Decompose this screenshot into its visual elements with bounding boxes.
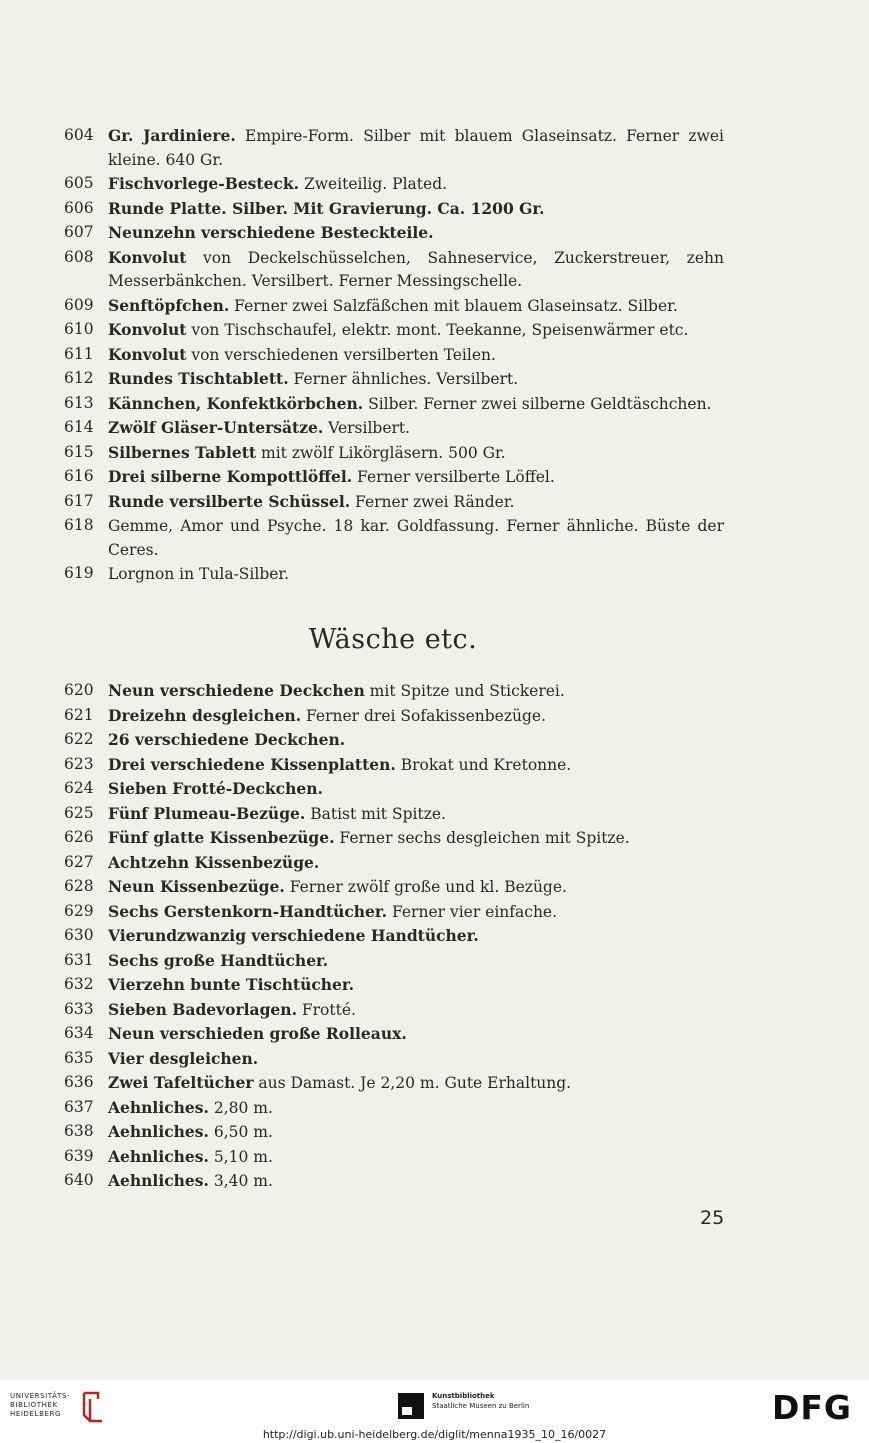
lot-details: Zweiteilig. Plated. — [299, 175, 448, 193]
lot-number: 630 — [64, 926, 94, 944]
kb-subtitle: Staatliche Museen zu Berlin — [432, 1402, 530, 1410]
catalog-entry — [64, 998, 724, 1023]
lot-title: Vier desgleichen. — [108, 1048, 259, 1068]
lot-details: aus Damast. Je 2,20 m. Gute Erhaltung. — [253, 1074, 572, 1092]
lot-title: Dreizehn desgleichen. — [108, 705, 302, 725]
lot-title: Fischvorlege-Besteck. — [108, 174, 300, 193]
lot-details: 2,80 m. — [208, 1098, 273, 1117]
lot-description — [108, 851, 724, 876]
lot-details: Brokat und Kretonne. — [395, 755, 572, 774]
lot-details: Ferner zwei Salzfäßchen mit blauem Glaseinsatz. Silber. — [229, 296, 678, 315]
catalog-entry — [64, 949, 724, 974]
lot-title: Vierundzwanzig verschiedene Handtücher. — [108, 926, 479, 945]
lot-description — [108, 973, 724, 998]
lot-details: Batist mit Spitze. — [305, 804, 446, 823]
lot-title: Neun Kissenbezüge. — [108, 877, 285, 896]
lot-number: 628 — [64, 877, 94, 895]
catalog-entry — [64, 753, 724, 778]
catalog-entry — [64, 802, 724, 827]
lot-details: Gemme, Amor und Psyche. 18 kar. Goldfassung. Ferner ähnliche. Büste der Ceres. — [108, 517, 724, 559]
lot-description — [108, 1071, 724, 1096]
lot-number: 626 — [64, 828, 94, 846]
catalog-entry — [64, 367, 724, 392]
catalog-entry — [64, 392, 724, 417]
lot-description — [108, 441, 724, 466]
lot-title: Zwei Tafeltücher — [108, 1073, 254, 1092]
lot-number: 604 — [64, 126, 94, 144]
lot-description — [108, 392, 724, 417]
lot-details: 3,40 m. — [208, 1172, 273, 1190]
catalog-entry — [64, 1047, 724, 1072]
lot-details: Empire-Form. Silber mit blauem Glaseinsatz. Ferner zwei kleine. 640 Gr. — [108, 127, 724, 169]
lot-title: Gr. Jardiniere. — [108, 126, 236, 145]
catalog-entry — [64, 900, 724, 925]
lot-title: Konvolut — [108, 320, 187, 339]
lot-title: Sechs große Handtücher. — [108, 950, 329, 970]
lot-number: 637 — [64, 1097, 94, 1116]
catalog-entry — [64, 826, 724, 851]
entry-list-linen — [64, 679, 724, 1194]
ub-heidelberg-text — [10, 1392, 70, 1419]
lot-title: Konvolut — [108, 344, 187, 364]
lot-details: Ferner zwei Ränder. — [350, 492, 515, 511]
catalog-entry — [64, 875, 724, 900]
lot-number: 611 — [64, 344, 94, 363]
section-heading: Wäsche etc. — [308, 624, 478, 655]
lot-description — [108, 728, 724, 753]
lot-title: Sieben Frotté-Deckchen. — [108, 779, 323, 798]
catalog-entry — [64, 465, 724, 490]
catalog-entry — [64, 318, 724, 343]
lot-details: mit zwölf Likörgläsern. 500 Gr. — [256, 443, 506, 462]
lot-number: 621 — [64, 705, 94, 724]
lot-details: Ferner sechs desgleichen mit Spitze. — [334, 829, 630, 847]
lot-number: 615 — [64, 442, 94, 461]
lot-number: 631 — [64, 950, 94, 969]
catalog-entry — [64, 514, 724, 562]
ub-line: HEIDELBERG — [10, 1410, 61, 1418]
lot-description — [108, 1047, 724, 1072]
lot-details: Ferner vier einfache. — [387, 902, 558, 921]
lot-description — [108, 1145, 724, 1170]
catalog-entry — [64, 124, 724, 172]
lot-number: 609 — [64, 295, 94, 314]
catalog-entry — [64, 924, 724, 949]
lot-number: 635 — [64, 1048, 94, 1067]
lot-details: von Deckelschüsselchen, Sahneservice, Zuckerstreuer, zehn Messerbänkchen. Versilbert. Ferner Messingschelle. — [108, 248, 724, 290]
lot-details: Silber. Ferner zwei silberne Geldtäschchen. — [363, 394, 712, 413]
lot-description — [108, 949, 724, 974]
lot-description — [108, 802, 724, 827]
catalog-entry — [64, 1145, 724, 1170]
lot-description — [108, 490, 724, 515]
catalog-entry — [64, 562, 724, 587]
catalog-entry — [64, 679, 724, 704]
lot-description — [108, 900, 724, 925]
lot-number: 627 — [64, 852, 94, 871]
lot-description — [108, 124, 724, 172]
lot-number: 606 — [64, 198, 94, 217]
catalog-entry — [64, 1071, 724, 1096]
lot-title: Kännchen, Konfektkörbchen. — [108, 393, 364, 413]
lot-title: Drei verschiedene Kissenplatten. — [108, 754, 396, 774]
lot-description — [108, 826, 724, 851]
lot-number: 636 — [64, 1073, 94, 1091]
lot-number: 605 — [64, 174, 94, 192]
lot-details: 6,50 m. — [208, 1123, 273, 1141]
catalog-entry — [64, 490, 724, 515]
lot-description — [108, 704, 724, 729]
lot-description — [108, 777, 724, 802]
lot-description — [108, 318, 724, 343]
lot-title: Sechs Gerstenkorn-Handtücher. — [108, 901, 388, 921]
lot-details: von Tischschaufel, elektr. mont. Teekanne, Speisenwärmer etc. — [186, 321, 689, 339]
lot-title: Sieben Badevorlagen. — [108, 999, 297, 1019]
lot-number: 634 — [64, 1024, 94, 1042]
lot-number: 639 — [64, 1146, 94, 1165]
lot-title: Aehnliches. — [108, 1171, 209, 1190]
lot-description — [108, 753, 724, 778]
lot-number: 638 — [64, 1122, 94, 1140]
catalog-entry — [64, 172, 724, 197]
kb-title: Kunstbibliothek — [432, 1392, 495, 1400]
lot-title: Neun verschiedene Deckchen — [108, 681, 365, 700]
lot-number: 613 — [64, 393, 94, 412]
lot-description — [108, 1169, 724, 1194]
lot-number: 614 — [64, 418, 94, 436]
lot-title: Drei silberne Kompottlöffel. — [108, 467, 353, 486]
lot-title: Runde versilberte Schüssel. — [108, 491, 351, 511]
lot-number: 625 — [64, 803, 94, 822]
lot-number: 624 — [64, 779, 94, 797]
lot-number: 619 — [64, 564, 94, 582]
lot-number: 612 — [64, 369, 94, 387]
lot-number: 633 — [64, 999, 94, 1018]
lot-details: Lorgnon in Tula-Silber. — [108, 565, 290, 583]
lot-title: Neun verschieden große Rolleaux. — [108, 1024, 407, 1043]
lot-description — [108, 221, 724, 246]
lot-description — [108, 416, 724, 441]
catalog-entry — [64, 416, 724, 441]
catalog-entry — [64, 221, 724, 246]
lot-title: Runde Platte. Silber. Mit Gravierung. Ca. 1200 Gr. — [108, 198, 545, 218]
lot-title: Zwölf Gläser-Untersätze. — [108, 418, 324, 437]
lot-description — [108, 679, 724, 704]
lot-details: Ferner zwölf große und kl. Bezüge. — [284, 878, 567, 896]
footer-bar — [0, 1380, 869, 1443]
entry-list-silver — [64, 124, 724, 587]
lot-details: Frotté. — [296, 1000, 356, 1019]
catalog-entry — [64, 441, 724, 466]
catalog-entry — [64, 1096, 724, 1121]
lot-description — [108, 562, 724, 587]
lot-number: 640 — [64, 1171, 94, 1189]
ub-heidelberg-logo-icon — [80, 1389, 104, 1425]
catalog-entry — [64, 973, 724, 998]
lot-number: 629 — [64, 901, 94, 920]
lot-description — [108, 875, 724, 900]
lot-number: 623 — [64, 754, 94, 773]
lot-title: Aehnliches. — [108, 1122, 209, 1141]
lot-title: Silbernes Tablett — [108, 442, 257, 462]
lot-number: 607 — [64, 223, 94, 241]
lot-details: Ferner ähnliches. Versilbert. — [288, 370, 519, 388]
catalog-entry — [64, 294, 724, 319]
lot-description — [108, 343, 724, 368]
lot-title: Vierzehn bunte Tischtücher. — [108, 975, 355, 994]
lot-description — [108, 465, 724, 490]
catalog-entry — [64, 343, 724, 368]
lot-description — [108, 294, 724, 319]
kunstbibliothek-logo-icon — [398, 1393, 424, 1419]
lot-number: 608 — [64, 247, 94, 266]
ub-line: UNIVERSITÄTS- — [10, 1392, 71, 1400]
lot-title: Aehnliches. — [108, 1097, 209, 1117]
lot-title: 26 verschiedene Deckchen. — [108, 730, 346, 749]
lot-title: Aehnliches. — [108, 1146, 209, 1166]
lot-title: Achtzehn Kissenbezüge. — [108, 852, 320, 872]
lot-details: 5,10 m. — [208, 1147, 273, 1166]
lot-details: mit Spitze und Stickerei. — [364, 682, 565, 700]
kunstbibliothek-text — [432, 1391, 529, 1411]
lot-title: Senftöpfchen. — [108, 295, 230, 315]
lot-number: 622 — [64, 730, 94, 748]
lot-description — [108, 367, 724, 392]
lot-description — [108, 1022, 724, 1047]
catalog-entry — [64, 197, 724, 222]
lot-number: 610 — [64, 320, 94, 338]
dfg-logo: DFG — [772, 1388, 853, 1427]
lot-details: Versilbert. — [323, 419, 411, 437]
lot-description — [108, 246, 724, 294]
catalog-entry — [64, 851, 724, 876]
lot-title: Rundes Tischtablett. — [108, 369, 289, 388]
lot-description — [108, 998, 724, 1023]
lot-description — [108, 924, 724, 949]
lot-number: 632 — [64, 975, 94, 993]
catalog-entry — [64, 1169, 724, 1194]
lot-title: Fünf Plumeau-Bezüge. — [108, 803, 306, 823]
lot-title: Konvolut — [108, 247, 187, 267]
lot-title: Fünf glatte Kissenbezüge. — [108, 828, 335, 847]
ub-line: BIBLIOTHEK — [10, 1401, 58, 1409]
catalog-entry — [64, 246, 724, 294]
lot-details: von verschiedenen versilberten Teilen. — [186, 345, 496, 364]
catalog-entry — [64, 1120, 724, 1145]
catalog-entry — [64, 1022, 724, 1047]
catalog-entry — [64, 777, 724, 802]
lot-description — [108, 1120, 724, 1145]
lot-number: 617 — [64, 491, 94, 510]
page-number: 25 — [700, 1207, 725, 1229]
lot-number: 618 — [64, 516, 94, 534]
lot-details: Ferner versilberte Löffel. — [352, 468, 555, 486]
lot-description — [108, 1096, 724, 1121]
lot-description — [108, 197, 724, 222]
lot-description — [108, 172, 724, 197]
permalink-url[interactable]: http://digi.ub.uni-heidelberg.de/diglit/menna1935_10_16/0027 — [262, 1428, 607, 1441]
lot-description — [108, 514, 724, 562]
lot-title: Neunzehn verschiedene Besteckteile. — [108, 223, 434, 242]
lot-number: 620 — [64, 681, 94, 699]
catalog-entry — [64, 728, 724, 753]
lot-details: Ferner drei Sofakissenbezüge. — [301, 706, 546, 725]
lot-number: 616 — [64, 467, 94, 485]
catalog-entry — [64, 704, 724, 729]
